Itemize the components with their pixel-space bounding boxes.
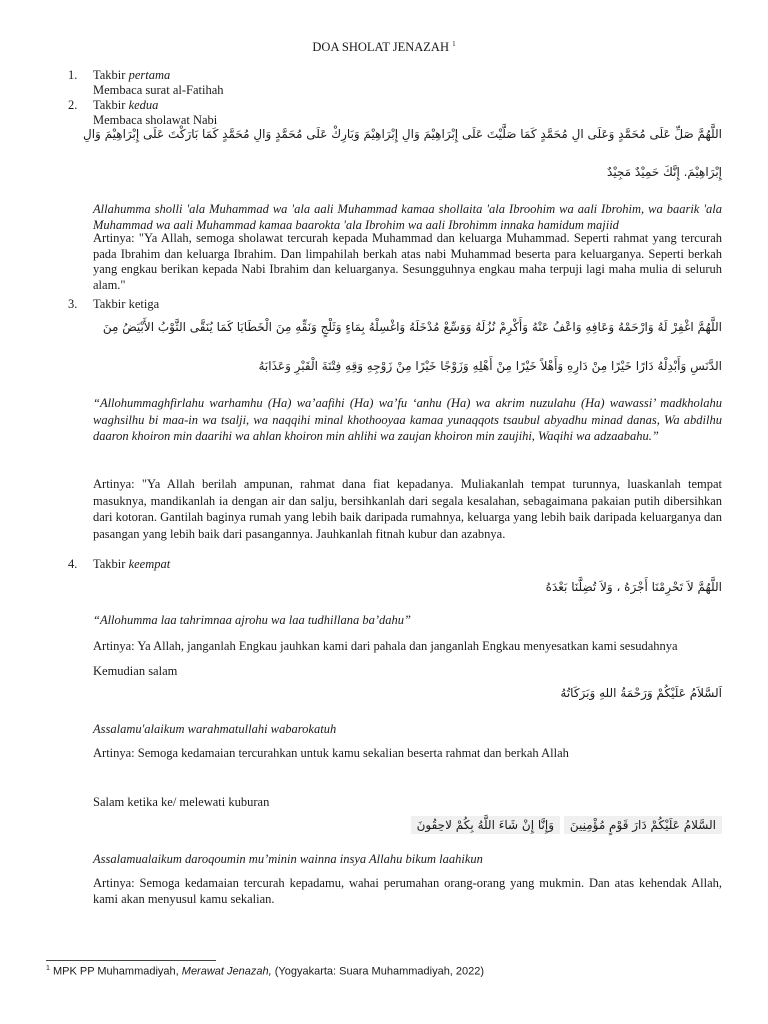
- footnote-separator: [46, 960, 216, 961]
- title-text: DOA SHOLAT JENAZAH: [312, 40, 449, 55]
- kubur-arabic-part-1: السَّلامُ عَلَيْكُمْ دَارَ قَوْمٍ مُؤْمِنِينَ: [564, 816, 722, 834]
- salam-transliteration: Assalamu'alaikum warahmatullahi wabarokatuh: [93, 722, 337, 736]
- kubur-transliteration: Assalamualaikum daroqoumin mu’minin wainna insya Allahu bikum laahikun: [93, 852, 483, 866]
- takbir-1-heading: Takbir pertama: [93, 68, 171, 82]
- takbir-3-arabic-line-2: الدَّنَسِ وَأَبْدِلْهُ دَارًا خَيْرًا مِنْ دَارِهِ وَأَهْلاً خَيْرًا مِنْ أَهْلِهِ وَزَوْجًا خَيْرًا مِنْ زَوْجِهِ وَقِهِ فِتْنَةَ الْقَبْرِ وَعَذَابَهُ: [258, 359, 722, 373]
- takbir-4-translation: Artinya: Ya Allah, janganlah Engkau jauhkan kami dari pahala dan janganlah Engkau menyesatkan kami sesudahnya: [93, 639, 678, 653]
- kubur-arabic: [411, 818, 722, 832]
- sholawat-arabic-line-2: إِبْرَاهِيْمَ. إِنَّكَ حَمِيْدٌ مَجِيْدٌ: [607, 165, 722, 179]
- takbir-4-transliteration: “Allohumma laa tahrimnaa ajrohu wa laa tudhillana ba’dahu”: [93, 613, 411, 627]
- document-title: [0, 40, 768, 55]
- sholawat-transliteration: Allahumma sholli 'ala Muhammad wa 'ala aali Muhammad kamaa shollaita 'ala Ibroohim wa aali Ibrohim, wa baarik 'ala Muhammad wa aali Muhammad kamaa baarokta 'ala Ibrohim wa aali Ibrohimm innaka hamidum majiid: [93, 202, 722, 232]
- takbir-4-arabic: اللَّهُمَّ لاَ تَحْرِمْنَا أَجْرَهُ ، وَلاَ تُضِلَّنَا بَعْدَهُ: [545, 580, 722, 594]
- takbir-2-instruction: Membaca sholawat Nabi: [93, 113, 218, 127]
- kubur-translation: Artinya: Semoga kedamaian tercurah kepadamu, wahai perumahan orang-orang yang mukmin. Dan atas kehendak Allah, kami akan menyusul kamu sekalian.: [93, 876, 722, 906]
- takbir-1-instruction: Membaca surat al-Fatihah: [93, 83, 224, 97]
- item-number-4: 4.: [68, 557, 78, 571]
- title-footnote-mark: 1: [452, 40, 456, 48]
- takbir-3-transliteration: “Allohummaghfirlahu warhamhu (Ha) wa’aafihi (Ha) wa’fu ‘anhu (Ha) wa akrim nuzulahu (Ha) wawassi’ madkholahu waghsilhu bi maa-in wa tsalji, wa naqqihi minal khothooyaa kamaa yunaqqots tsaubul abyadhu minad danas, Wa abdilhu daaron khoiron min daarihi wa ahlan khoiron min ahlihi wa zaujan khoiron min zaujihi, Waqihi wa adzaabahu.”: [93, 396, 722, 443]
- takbir-3-arabic-line-1: اللَّهُمَّ اغْفِرْ لَهُ وَارْحَمْهُ وَعَافِهِ وَاعْفُ عَنْهُ وَأَكْرِمْ نُزُلَهُ وَوَسِّعْ مُدْخَلَهُ وَاغْسِلْهُ بِمَاءٍ وَثَلْجٍ وَنَقِّهِ مِنَ الْخَطَايَا كَمَا يُنَقَّى الثَّوْبُ الأَبْيَضُ مِنَ: [102, 320, 722, 334]
- takbir-2-heading: Takbir kedua: [93, 98, 159, 112]
- kubur-arabic-part-2: وَإِنَّا إِنْ شَاءَ اللَّهُ بِكُمْ لاحِقُونَ: [411, 816, 560, 834]
- salam-translation: Artinya: Semoga kedamaian tercurahkan untuk kamu sekalian beserta rahmat dan berkah Allah: [93, 746, 569, 760]
- salam-heading: Kemudian salam: [93, 664, 178, 678]
- item-number-1: 1.: [68, 68, 78, 82]
- takbir-4-heading: Takbir keempat: [93, 557, 171, 571]
- kubur-heading: Salam ketika ke/ melewati kuburan: [93, 795, 270, 809]
- item-number-2: 2.: [68, 98, 78, 112]
- takbir-3-heading: Takbir ketiga: [93, 297, 160, 311]
- salam-arabic: اَلسَّلاَمُ عَلَيْكُمْ وَرَحْمَةُ اللهِ وَبَرَكَاتُهُ: [560, 686, 722, 700]
- sholawat-arabic-line-1: اللَّهُمَّ صَلِّ عَلَى مُحَمَّدٍ وَعَلَى الِ مُحَمَّدٍ كَمَا صَلَّيْتَ عَلَى إِبْرَاهِيْمَ وَالِ إِبْرَاهِيْمَ وَبَارِكْ عَلَى مُحَمَّدٍ وَالِ مُحَمَّدٍ كَمَا بَارَكْتَ عَلَى إِبْرَاهِيْمَ وَالِ: [82, 127, 722, 141]
- footnote: $^1$ MPK PP Muhammadiyah, Merawat Jenazah, (Yogyakarta: Suara Muhammadiyah, 2022): [46, 965, 485, 978]
- takbir-3-translation: Artinya: "Ya Allah berilah ampunan, rahmat dana fiat kepadanya. Muliakanlah tempat turunnya, luaskanlah tempat masuknya, mandikanlah ia dengan air dan salju, bersihkanlah dari segala kesalahan, sebagaimana pakaian putih dibersihkan dari kotoran. Gantilah baginya rumah yang lebih baik daripada rumahnya, keluarga yang lebih baik daripada keluarganya dan pasangan yang lebih baik dari pasangannya. Jauhkanlah fitnah kubur dan azabnya.: [93, 477, 722, 541]
- item-number-3: 3.: [68, 297, 78, 311]
- sholawat-translation: Artinya: "Ya Allah, semoga sholawat tercurah kepada Muhammad dan keluarga Muhammad. Seperti rahmat yang tercurah pada Ibrahim dan keluarga Ibrahim. Dan limpahilah berkah atas nabi Muhammad beserta para keluarganya. Seperti berkah yang engkau berikan kepada Nabi Ibrahim dan keluarganya. Sesungguhnya engkau maha terpuji lagi maha mulia di seluruh alam.": [93, 231, 722, 292]
